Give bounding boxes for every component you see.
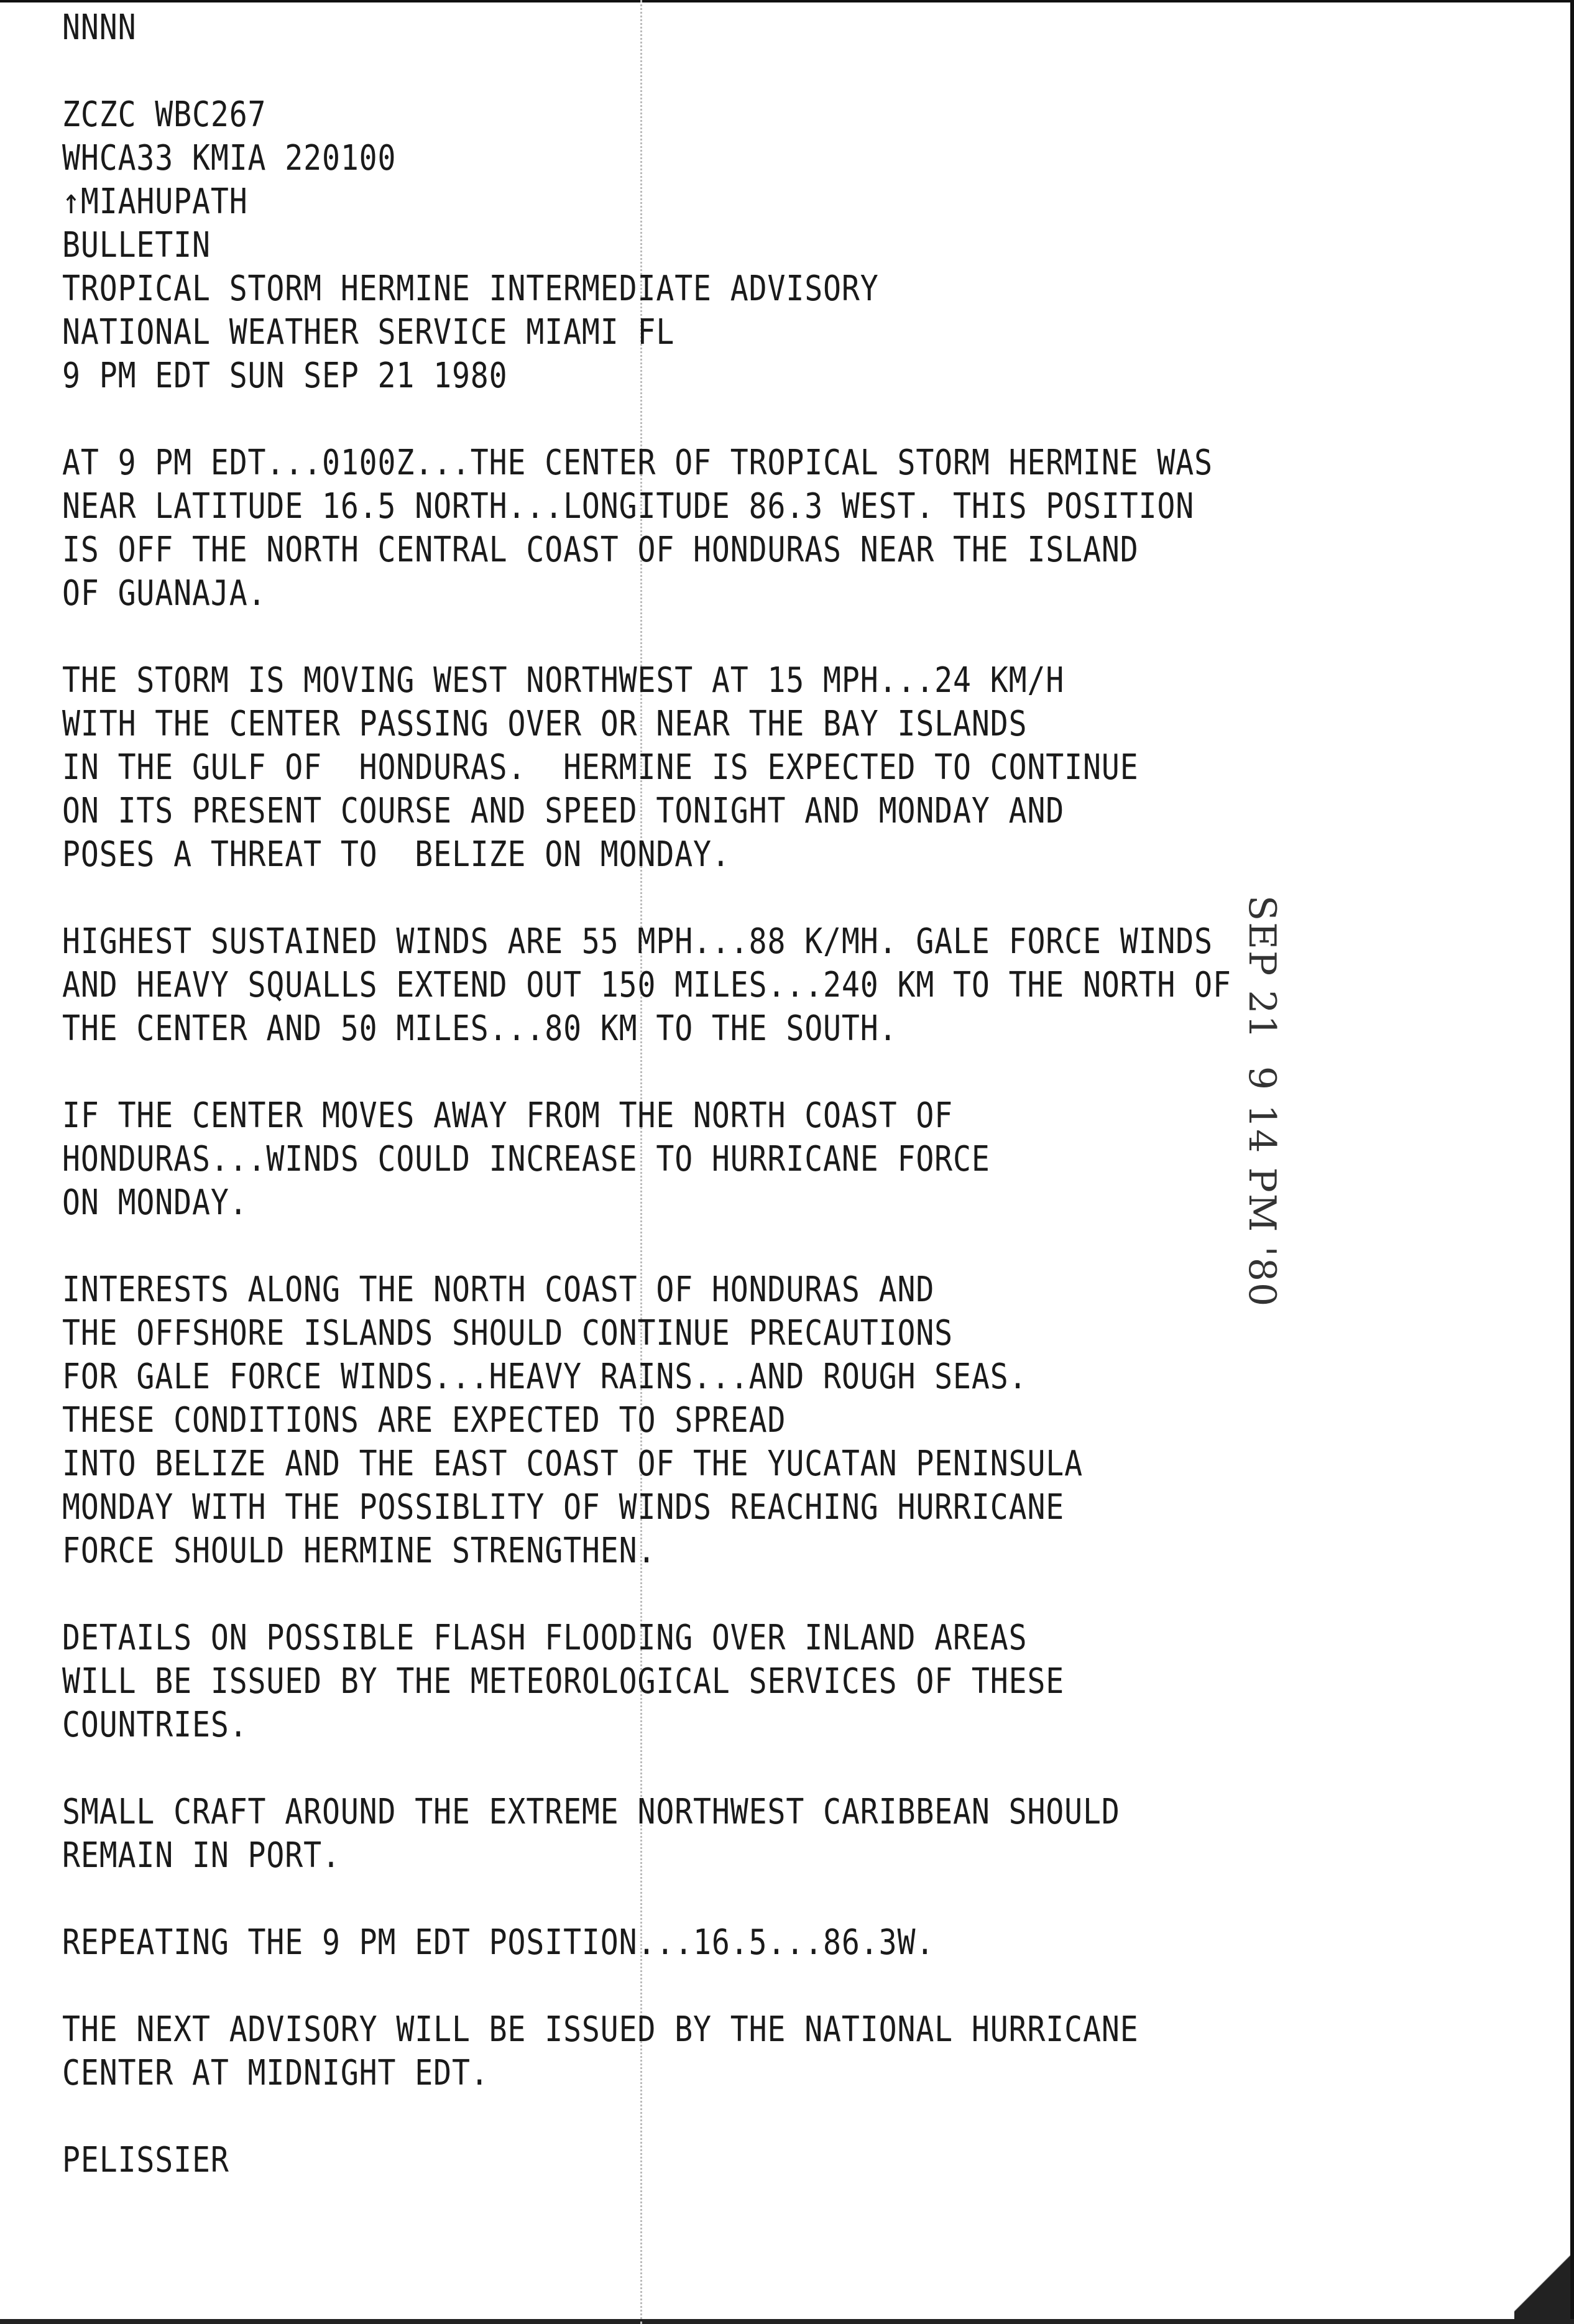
- text-line: FOR GALE FORCE WINDS...HEAVY RAINS...AND ROUGH SEAS.: [62, 1357, 1028, 1397]
- text-line: WILL BE ISSUED BY THE METEOROLOGICAL SERVICES OF THESE: [62, 1661, 1065, 1702]
- text-line: COUNTRIES.: [62, 1705, 248, 1745]
- page-bottom-edge: [0, 2319, 1574, 2324]
- bulletin-label: BULLETIN: [62, 225, 211, 265]
- wmo-header-line: WHCA33 KMIA 220100: [62, 138, 397, 178]
- text-line: HIGHEST SUSTAINED WINDS ARE 55 MPH...88 K/MH. GALE FORCE WINDS: [62, 921, 1213, 962]
- text-line: THE STORM IS MOVING WEST NORTHWEST AT 15 MPH...24 KM/H: [62, 660, 1065, 701]
- text-line: THE CENTER AND 50 MILES...80 KM TO THE SOUTH.: [62, 1008, 898, 1049]
- paragraph-winds: [62, 920, 1231, 1051]
- text-line: OF GUANAJA.: [62, 573, 267, 614]
- text-line: NEAR LATITUDE 16.5 NORTH...LONGITUDE 86.3 WEST. THIS POSITION: [62, 486, 1195, 527]
- paragraph-next-advisory: [62, 2008, 1139, 2095]
- text-line: AND HEAVY SQUALLS EXTEND OUT 150 MILES...240 KM TO THE NORTH OF: [62, 965, 1231, 1005]
- text-line: MONDAY WITH THE POSSIBLITY OF WINDS REACHING HURRICANE: [62, 1487, 1065, 1528]
- paragraph-repeat-position: [62, 1921, 1024, 1965]
- page-corner-curl: [1514, 2232, 1570, 2319]
- advisory-title: TROPICAL STORM HERMINE INTERMEDIATE ADVISORY: [62, 269, 879, 309]
- routing-line: ZCZC WBC267: [62, 95, 267, 135]
- text-line: POSES A THREAT TO BELIZE ON MONDAY.: [62, 834, 730, 875]
- text-line: ON ITS PRESENT COURSE AND SPEED TONIGHT AND MONDAY AND: [62, 791, 1065, 831]
- page-top-edge: [0, 0, 1574, 2]
- teletype-bulletin: [62, 6, 1231, 2182]
- awips-id-line: ↑MIAHUPATH: [62, 182, 248, 222]
- forecaster-signature: PELISSIER: [62, 2140, 229, 2180]
- text-line: SMALL CRAFT AROUND THE EXTREME NORTHWEST CARIBBEAN SHOULD: [62, 1792, 1120, 1832]
- text-line: IN THE GULF OF HONDURAS. HERMINE IS EXPECTED TO CONTINUE: [62, 747, 1139, 788]
- received-date-stamp: SEP 21 9 14 PM '80: [1240, 895, 1284, 1308]
- page-right-edge: [1570, 0, 1574, 2324]
- paragraph-intensification: [62, 1094, 1024, 1225]
- paragraph-small-craft: [62, 1791, 1120, 1878]
- end-of-message-mark: NNNN: [62, 7, 137, 48]
- text-line: THE NEXT ADVISORY WILL BE ISSUED BY THE NATIONAL HURRICANE: [62, 2009, 1139, 2050]
- text-line: WITH THE CENTER PASSING OVER OR NEAR THE BAY ISLANDS: [62, 704, 1028, 744]
- text-line: IS OFF THE NORTH CENTRAL COAST OF HONDURAS NEAR THE ISLAND: [62, 530, 1139, 570]
- text-line: INTO BELIZE AND THE EAST COAST OF THE YUCATAN PENINSULA: [62, 1444, 1084, 1484]
- text-line: REMAIN IN PORT.: [62, 1835, 341, 1876]
- issue-time-line: 9 PM EDT SUN SEP 21 1980: [62, 356, 508, 396]
- text-line: ON MONDAY.: [62, 1183, 248, 1223]
- text-line: CENTER AT MIDNIGHT EDT.: [62, 2053, 489, 2093]
- text-line: HONDURAS...WINDS COULD INCREASE TO HURRICANE FORCE: [62, 1139, 990, 1179]
- text-line: THESE CONDITIONS ARE EXPECTED TO SPREAD: [62, 1400, 786, 1441]
- text-line: THE OFFSHORE ISLANDS SHOULD CONTINUE PRECAUTIONS: [62, 1313, 954, 1353]
- paragraph-precautions: [62, 1268, 1084, 1573]
- paragraph-movement: [62, 659, 1139, 877]
- text-line: FORCE SHOULD HERMINE STRENGTHEN.: [62, 1531, 656, 1571]
- text-line: IF THE CENTER MOVES AWAY FROM THE NORTH COAST OF: [62, 1095, 954, 1136]
- paragraph-position: [62, 441, 1213, 616]
- text-line: INTERESTS ALONG THE NORTH COAST OF HONDURAS AND: [62, 1270, 935, 1310]
- issuer-line: NATIONAL WEATHER SERVICE MIAMI FL: [62, 312, 675, 353]
- paragraph-flooding: [62, 1616, 1065, 1747]
- text-line: AT 9 PM EDT...0100Z...THE CENTER OF TROPICAL STORM HERMINE WAS: [62, 443, 1213, 483]
- text-line: REPEATING THE 9 PM EDT POSITION...16.5...86.3W.: [62, 1922, 935, 1963]
- text-line: DETAILS ON POSSIBLE FLASH FLOODING OVER INLAND AREAS: [62, 1618, 1028, 1658]
